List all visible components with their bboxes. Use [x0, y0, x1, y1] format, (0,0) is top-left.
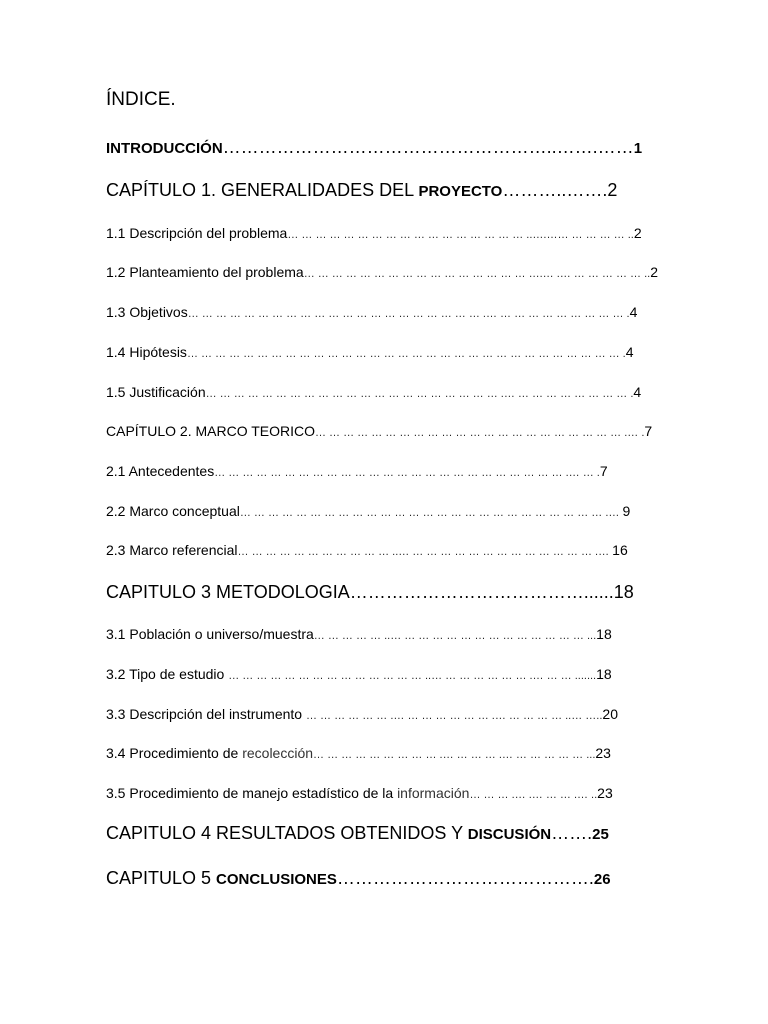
toc-entry-3-5	[106, 785, 613, 801]
toc-label-light: información	[397, 785, 470, 801]
toc-label: 3.2 Tipo de estudio	[106, 666, 229, 682]
toc-page: 7	[644, 423, 653, 439]
toc-label: INTRODUCCIÓN	[106, 140, 223, 157]
toc-label: CAPITULO 3 METODOLOGIA	[106, 582, 350, 602]
toc-page: 18	[596, 626, 612, 642]
toc-leader: …………………………………….	[336, 868, 594, 888]
toc-entry-3-4	[106, 745, 611, 761]
toc-leader: … … … … … … … … … … … … … … … … … … … … … .… … … … … … … … … .	[205, 388, 634, 400]
toc-leader: … … … … … … … … … … … … … … … … … … … … … … .… .	[315, 427, 645, 439]
index-heading: ÍNDICE.	[106, 89, 176, 110]
toc-label: 3.5 Procedimiento de manejo estadístico de la	[106, 785, 398, 801]
toc-label: 2.2 Marco conceptual	[106, 503, 240, 519]
toc-entry-1-4	[106, 344, 634, 360]
toc-page: 18	[596, 666, 612, 682]
toc-entry-capitulo-1	[106, 180, 617, 201]
toc-page: 4	[629, 304, 638, 320]
toc-entry-3-3	[106, 706, 618, 722]
toc-leader: … … … … … … … … … .… … … … .… … … … … … ...	[313, 749, 596, 761]
toc-leader: … … … … … … … … … … … … … … … … … ..….…… … … … … ..	[287, 229, 634, 241]
toc-entry-2-1	[106, 463, 608, 479]
toc-label: 2.1 Antecedentes	[106, 463, 215, 479]
toc-label-light: recolección	[242, 745, 314, 761]
toc-entry-1-1	[106, 225, 642, 241]
toc-label: CAPÍTULO 1. GENERALIDADES DEL	[106, 180, 419, 200]
toc-page: 7	[599, 463, 608, 479]
toc-entry-1-2	[106, 264, 658, 280]
toc-page: 1	[633, 140, 643, 157]
toc-entry-capitulo-5	[106, 868, 611, 889]
toc-leader: … … … … … … … … … … … … … … … … … … … … … … … … … … .…	[239, 507, 623, 519]
toc-page: 23	[595, 745, 611, 761]
toc-entry-2-2	[106, 503, 630, 519]
toc-leader: … … … … … … … … … … … … … … … … … … … … … … … … … … … … … … … .	[186, 348, 626, 360]
toc-leader: …………………………………......	[349, 582, 614, 602]
toc-page: .2	[602, 180, 618, 200]
toc-page: 18	[613, 582, 634, 602]
toc-leader: … … … … … … … … … … … … … … ..… … … … … … … .… … … .......	[228, 670, 597, 682]
toc-label: CAPITULO 5	[106, 868, 217, 888]
toc-leader: ………………………………………………..…….……	[222, 137, 634, 157]
toc-leader: … … … … … … … … … … … … … … … … ….… .… … … … … … ..	[303, 268, 651, 280]
toc-leader: … … … … … … .… … … … … … … .… … … … … ..… …..	[306, 710, 603, 722]
toc-label: 1.5 Justificación	[106, 384, 206, 400]
toc-page: 4	[633, 384, 642, 400]
toc-leader: … … … .… .… … … .… ..	[469, 789, 598, 801]
toc-page: 20	[602, 706, 618, 722]
toc-label: CAPITULO 4 RESULTADOS OBTENIDOS Y	[106, 823, 468, 843]
toc-label: 3.1 Población o universo/muestra	[106, 626, 314, 642]
toc-label: 1.2 Planteamiento del problema	[106, 264, 304, 280]
toc-page: 16	[612, 542, 628, 558]
toc-entry-1-3	[106, 304, 637, 320]
toc-label: 1.4 Hipótesis	[106, 344, 187, 360]
toc-entry-capitulo-4	[106, 823, 609, 844]
toc-leader: … … … … … … … … … … … … … … … … … … … … … .… … … … … … … … … … .	[187, 308, 630, 320]
toc-entry-3-2	[106, 666, 612, 682]
toc-leader: … … … … … ..… … … … … … … … … … … … … … ...	[313, 630, 597, 642]
toc-leader: … … … … … … … … … … … ..… … … … … … … … … … … … … … .…	[237, 546, 613, 558]
toc-entry-introduccion	[106, 137, 642, 158]
toc-page: 4	[625, 344, 634, 360]
toc-entry-2-3	[106, 542, 628, 558]
toc-leader: … … … … … … … … … … … … … … … … … … … … … … … … … .… … .	[214, 467, 600, 479]
toc-entry-1-5	[106, 384, 641, 400]
toc-page: 2	[633, 225, 642, 241]
toc-label: 1.1 Descripción del problema	[106, 225, 288, 241]
toc-entry-capitulo-2	[106, 423, 652, 439]
toc-label-bold: CONCLUSIONES	[216, 871, 337, 888]
toc-page: 26	[593, 871, 611, 888]
toc-label-bold: PROYECTO	[418, 183, 503, 200]
toc-label: CAPÍTULO 2. MARCO TEORICO	[106, 423, 315, 439]
toc-page: 25	[592, 826, 609, 843]
toc-label: 2.3 Marco referencial	[106, 542, 238, 558]
toc-label-bold: DISCUSIÓN	[467, 826, 552, 843]
toc-entry-capitulo-3	[106, 582, 634, 603]
toc-leader: …….	[551, 823, 593, 843]
toc-label: 3.4 Procedimiento de	[106, 745, 243, 761]
toc-page: 23	[597, 785, 613, 801]
toc-page: 9	[622, 503, 631, 519]
toc-leader: ………..……	[502, 180, 603, 200]
toc-entry-3-1	[106, 626, 612, 642]
toc-label: 1.3 Objetivos	[106, 304, 188, 320]
toc-page: 2	[650, 264, 659, 280]
toc-label: 3.3 Descripción del instrumento	[106, 706, 306, 722]
